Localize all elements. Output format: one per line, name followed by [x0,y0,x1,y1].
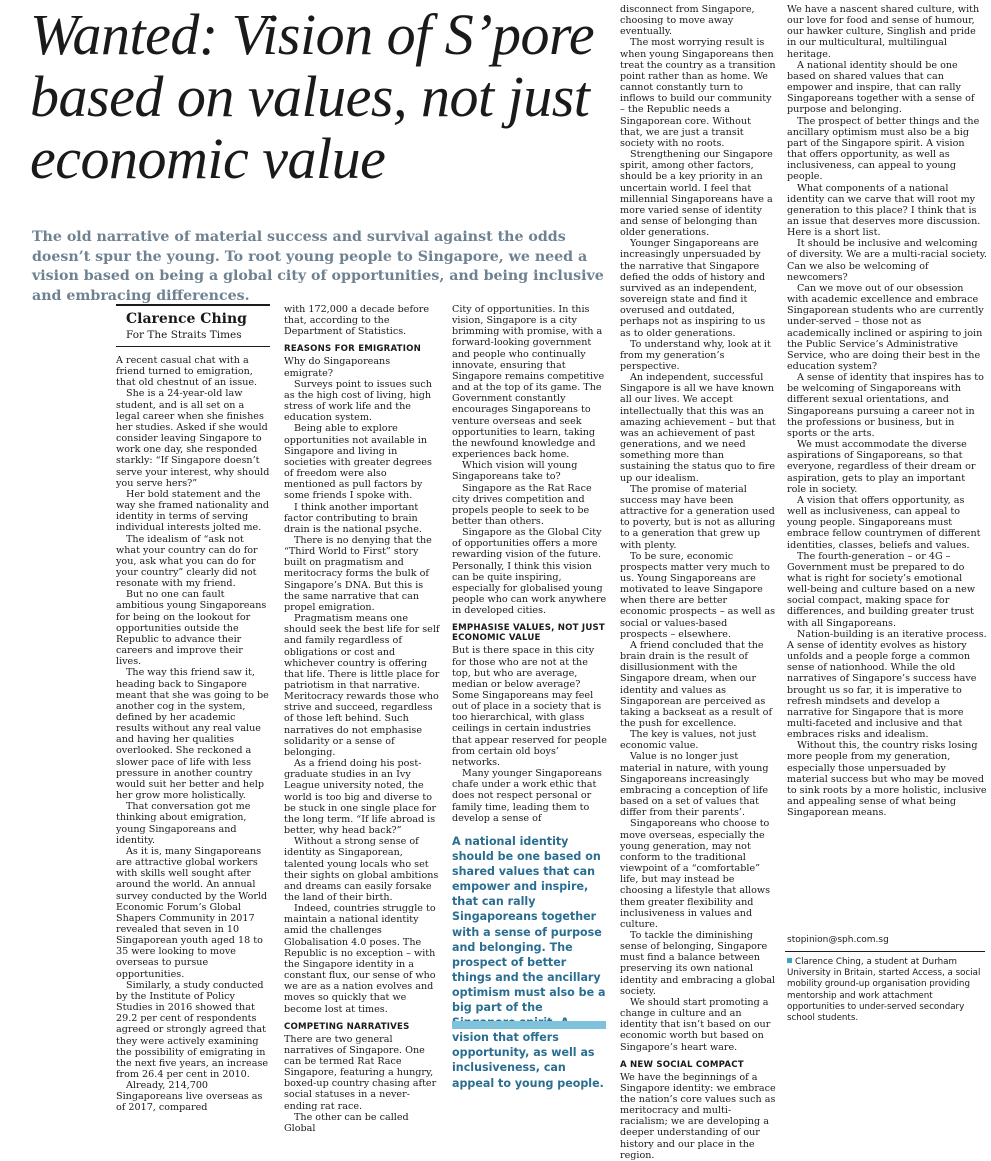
subheading: COMPETING NARRATIVES [284,1021,410,1032]
column-4 [620,4,776,1161]
paragraph: To tackle the diminishing sense of belonging, Singapore must find a balance between preserving its own national identity and embracing a global society. [620,929,776,997]
paragraph: As a friend doing his post-graduate studies in an Ivy League university noted, the world is too big and diverse to be stuck in one single place for the long term. “If life abroad is better, why head back?” [284,758,437,837]
paragraph: Nation-building is an iterative process. A sense of identity evolves as history unfolds and a people forge a common sense of nationhood. While the old narratives of Singapore’s success have brought us so far, it is imperative to refresh mindsets and develop a narrative for Singapore that is more multi-faceted and inclusive and that embraces risks and idealism. [787,628,987,741]
paragraph: As it is, many Singaporeans are attractive global workers with skills well sought after around the world. An annual survey conducted by the World Economic Forum’s Global Shapers Community in 2017 revealed that seven in 10 Singaporean youth aged 18 to 35 were looking to move overseas to pursue opportunities. [116,845,268,980]
paragraph: The prospect of better things and the ancillary optimism must also be a big part of the Singapore spirit. A vision that offers opportunity, as well as inclusiveness, can appeal to young people. [787,115,980,183]
paragraph: Already, 214,700 Singaporeans live overseas as of 2017, compared [116,1080,263,1114]
paragraph: She is a 24-year-old law student, and is all set on a legal career when she finishes her studies. Asked if she would consider leaving Singapore to work one day, she responded starkly: “If Singapore doesn’t serve your interest, why should you serve hers?” [116,388,270,489]
paragraph: A friend concluded that the brain drain is the result of disillusionment with the Singapore dream, when our identity and values as Singaporean are perceived as taking a backseat as a result of the push for excellence. [620,639,772,729]
paragraph: Without this, the country risks losing more people from my generation, especially those unpersuaded by material success but who may be moved to sink roots by a more holistic, inclusive and appealing sense of what being Singaporean means. [787,740,987,819]
paragraph: Many younger Singaporeans chafe under a work ethic that does not respect personal or family time, leading them to develop a sense of [452,768,602,824]
paragraph: Similarly, a study conducted by the Institute of Policy Studies in 2016 showed that 29.2 per cent of respondents agreed or strongly agreed that they were actively examining the possibility of emigrating in the next five years, an increase from 26.4 per cent in 2010. [116,979,269,1080]
paragraph: Singapore as the Rat Race city drives competition and propels people to seek to be better than others. [452,482,592,527]
subheading: REASONS FOR EMIGRATION [284,344,422,355]
author-source: For The Straits Times [126,329,242,341]
paragraph: Younger Singaporeans are increasingly unpersuaded by the narrative that Singapore defied the odds of history and survived as an independent, sovereign state and find it overused and outdated, perhaps not as inspiring to us as to older generations. [620,238,766,339]
divider [785,951,985,952]
paragraph: The fourth-generation – or 4G – Government must be prepared to do what is right for society’s emotional well-being and culture based on a new social compact, making space for differences, and building greater trust with all Singaporeans. [787,550,976,629]
contact-email: stopinion@sph.com.sg [787,935,889,945]
column-5 [787,4,987,924]
paragraph: The promise of material success may have been attractive for a generation used to poverty, but is not as alluring to a generation that grew up with plenty. [620,483,776,551]
paragraph: with 172,000 a decade before that, according to the Department of Statistics. [284,304,430,338]
paragraph: Strengthening our Singapore spirit, among other factors, should be a key priority in an uncertain world. I feel that millennial Singaporeans have a more varied sense of identity and sense of belonging than older generations. [620,149,773,239]
column-3 [452,304,608,824]
paragraph: Can we move out of our obsession with academic excellence and embrace Singaporean students who are currently under-served – those not as academically inclined or aspiring to join the Public Service’s Administrative Service, who are doing their best in the education system? [787,282,984,372]
subheading: A NEW SOCIAL COMPACT [620,1059,744,1070]
paragraph: Which vision will young Singaporeans take to? [452,460,578,483]
paragraph: The key is values, not just economic value. [620,729,757,752]
paragraph: We have a nascent shared culture, with our love for food and sense of humour, our hawker culture, Singlish and pride in our multicultural, multilingual heritage. [787,4,980,60]
author-note-text: Clarence Ching, a student at Durham University in Britain, started Access, a social mobility ground-up organisation providing mentorship and work attachment opportunities to under-served secondary school students. [787,957,981,1024]
standfirst: The old narrative of material success and survival against the odds doesn’t spur the young. To root young people to Singapore, we need a vision based on being a global city of opportunities, and being inclusive and embracing differences. [32,229,604,304]
paragraph: What components of a national identity can we carve that will root my generation to this place? I think that is an issue that deserves more discussion. Here is a short list. [787,182,981,239]
paragraph: We have the beginnings of a Singapore identity: we embrace the nation’s core values such as meritocracy and multi-racialism; we are developing a deeper understanding of our history and our place in the region. [620,1071,776,1161]
paragraph: A recent casual chat with a friend turned to emigration, that old chestnut of an issue. [116,355,258,389]
square-bullet-icon [787,958,792,963]
paragraph: Being able to explore opportunities not available in Singapore and living in societies with greater degrees of freedom were also mentioned as pull factors by some friends I spoke with. [284,423,432,502]
paragraph: I think another important factor contributing to brain drain is the national psyche. [284,501,422,535]
paragraph: There is no denying that the “Third World to First” story built on pragmatism and meritocracy forms the bulk of Singapore’s DNA. But this is the same narrative that can propel emigration. [284,534,432,613]
author-note [787,957,987,1024]
paragraph: We should start promoting a change in culture and an identity that isn’t based on our economic worth but based on Singapore’s heart ware. [620,996,771,1053]
paragraph: The idealism of “ask not what your country can do for you, ask what you can do for your country” clearly did not resonate with my friend. [116,533,258,590]
column-2 [284,304,440,1134]
paragraph: Why do Singaporeans emigrate? [284,356,391,379]
paragraph: Her bold statement and the way she framed nationality and identity in terms of serving individual interests jolted me. [116,488,270,534]
paragraph: An independent, successful Singapore is all we have known all our lives. We accept intellectually that this was an amazing achievement – but that was an achievement of past generations, and we need something more than sustaining the status quo to fire up our idealism. [620,372,776,484]
paragraph: City of opportunities. In this vision, Singapore is a city brimming with promise, with a forward-looking government and people who continually innovate, ensuring that Singapore remains competitive and at the top of its game. The Government constantly encourages Singaporeans to venture overseas and seek opportunities to learn, taking the newfound knowledge and experiences back home. [452,304,605,461]
paragraph: But is there space in this city for those who are not at the top, but who are average, median or below average? Some Singaporeans may feel out of place in a society that is too hierarchical, with glass ceilings in certain industries that appear reserved for people from certain old boys’ networks. [452,645,607,768]
paragraph: There are two general narratives of Singapore. One can be termed Rat Race Singapore, featuring a hungry, boxed-up country chasing after social statuses in a never-ending rat race. [284,1033,437,1112]
paragraph: Singapore as the Global City of opportunities offers a more rewarding vision of the future. Personally, I think this vision can be quite inspiring, especially for globalised young people who can work anywhere in developed cities. [452,527,607,617]
headline: Wanted: Vision of S’pore based on values, not just economic value [30,2,595,191]
paragraph: A sense of identity that inspires has to be welcoming of Singaporeans with different sexual orientations, and Singaporeans pursuing a career not in the professions or business, but in sports or the arts. [787,372,984,439]
paragraph: Without a strong sense of identity as Singaporean, talented young locals who set their sights on global ambitions and dreams can easily forsake the land of their birth. [284,836,439,903]
paragraph: Singaporeans who choose to move overseas, especially the young generation, may not conform to the traditional viewpoint of a “comfortable” life, but may instead be choosing a lifestyle that allows them greater flexibility and inclusiveness in values and culture. [620,818,771,930]
paragraph: We must accommodate the diverse aspirations of Singaporeans, so that everyone, regardless of their dream or aspiration, gets to play an important role in society. [787,439,976,495]
paragraph: But no one can fault ambitious young Singaporeans for being on the lookout for opportunities outside the Republic to advance their careers and improve their lives. [116,589,267,668]
author-name: Clarence Ching [126,311,247,327]
column-1 [116,304,270,1114]
paragraph: To be sure, economic prospects matter very much to us. Young Singaporeans are motivated to leave Singapore when there are better economic prospects – as well as social or values-based prospects – elsewhere. [620,550,776,640]
paragraph: The most worrying result is when young Singaporeans then treat the country as a transition point rather than as home. We cannot constantly turn to inflows to build our community – the Republic needs a Singaporean core. Without that, we are just a transit society with no roots. [620,37,776,149]
paragraph: That conversation got me thinking about emigration, young Singaporeans and identity. [116,801,251,846]
paragraph: Indeed, countries struggle to maintain a national identity amid the challenges Globalisation 4.0 poses. The Republic is no exception – with the Singapore identity in a constant flux, our sense of who we are as a nation evolves and moves so quickly that we become lost at times. [284,903,436,1015]
paragraph: It should be inclusive and welcoming of diversity. We are a multi-racial society. Can we also be welcoming of newcomers? [787,238,987,283]
paragraph: The other can be called Global [284,1111,409,1134]
pull-quote-bar [452,1021,606,1029]
paragraph: Surveys point to issues such as the high cost of living, high stress of work life and the education system. [284,378,432,424]
paragraph: Value is no longer just material in nature, with young Singaporeans increasingly embracing a conception of life based on a set of values that differ from their parents’. [620,751,769,819]
pull-quote: A national identity should be one based on shared values that can empower and inspire, that can rally Singaporeans together with a sense of purpose and belonging. The prospect of better things and the ancillary optimism must also be a big part of the vision that offers opportunity, as well as inclusiveness, can appeal to young people. [452,835,606,1090]
paragraph: To understand why, look at it from my generation’s perspective. [620,338,771,372]
paragraph: Pragmatism means one should seek the best life for self and family regardless of obligations or cost and whichever country is offering that life. There is little place for patriotism in that narrative. Meritocracy rewards those who strive and succeed, regardless of those left behind. Such narratives do not emphasise solidarity or a sense of belonging. [284,613,440,758]
subheading: EMPHASISE VALUES, NOT JUST ECONOMIC VALUE [452,623,605,644]
byline [116,304,270,347]
paragraph: A national identity should be one based on shared values that can empower and inspire, that can rally Singaporeans together with a sense of purpose and belonging. [787,59,975,116]
paragraph: The way this friend saw it, heading back to Singapore meant that she was going to be another cog in the system, defined by her academic results without any real value and having her qualities overlooked. She reckoned a slower pace of life with less pressure in another country would suit her better and help her grow more holistically. [116,667,269,802]
paragraph: disconnect from Singapore, choosing to move away eventually. [620,4,755,38]
paragraph: A vision that offers opportunity, as well as inclusiveness, can appeal to young people. Singaporeans must embrace fellow countrymen of different identities, classes, beliefs and values. [787,494,981,551]
